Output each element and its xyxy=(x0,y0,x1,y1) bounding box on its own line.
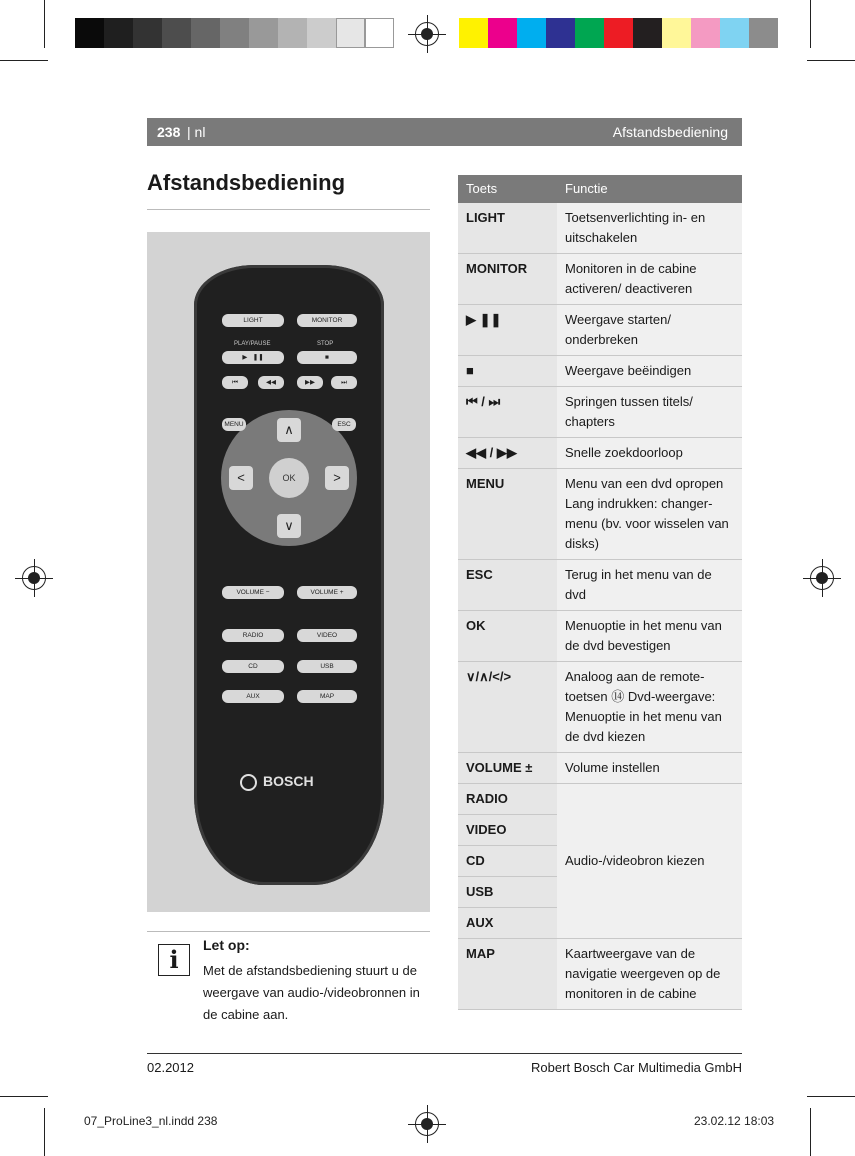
function-cell: Menu van een dvd opropen Lang indrukken: changer-menu (bv. voor wisselen van disks) xyxy=(557,469,742,560)
table-header-row xyxy=(458,175,742,203)
crop-mark xyxy=(44,1108,45,1156)
color-swatch xyxy=(633,18,662,48)
key-cell: ▶ ❚❚ xyxy=(458,305,557,356)
slug-filename: 07_ProLine3_nl.indd 238 xyxy=(84,1114,218,1128)
function-cell: Weergave beëindigen xyxy=(557,356,742,387)
key-cell: MONITOR xyxy=(458,254,557,305)
note-body: Met de afstandsbediening stuurt u de weergave van audio-/videobronnen in de cabine aan. xyxy=(203,963,420,1022)
color-swatch xyxy=(191,18,220,48)
key-cell: VOLUME ± xyxy=(458,753,557,784)
key-cell: OK xyxy=(458,611,557,662)
key-cell: CD xyxy=(458,846,557,877)
color-swatch xyxy=(278,18,307,48)
color-swatch xyxy=(162,18,191,48)
down-arrow-icon: ∨ xyxy=(277,514,301,538)
bosch-logo xyxy=(240,773,314,791)
table-row xyxy=(458,611,742,662)
function-cell: Analoog aan de remote-toetsen ⑭ Dvd-weergave: Menuoptie in het menu van de dvd kiezen xyxy=(557,662,742,753)
table-row xyxy=(458,254,742,305)
crop-mark xyxy=(807,1096,855,1097)
key-cell: ESC xyxy=(458,560,557,611)
cd-button: CD xyxy=(222,660,284,673)
table-row xyxy=(458,560,742,611)
table-row xyxy=(458,438,742,469)
right-arrow-icon: > xyxy=(325,466,349,490)
video-button: VIDEO xyxy=(297,629,357,642)
map-button: MAP xyxy=(297,690,357,703)
esc-button: ESC xyxy=(332,418,356,431)
left-arrow-icon: < xyxy=(229,466,253,490)
up-arrow-icon: ∧ xyxy=(277,418,301,442)
color-swatch xyxy=(691,18,720,48)
table-row xyxy=(458,662,742,753)
column-header-function: Functie xyxy=(557,175,742,203)
table-row xyxy=(458,784,742,815)
crop-mark xyxy=(0,1096,48,1097)
key-cell: MAP xyxy=(458,939,557,1010)
key-function-table xyxy=(458,175,742,1010)
color-swatch xyxy=(104,18,133,48)
color-swatch xyxy=(720,18,749,48)
volume-plus-button: VOLUME + xyxy=(297,586,357,599)
color-swatch xyxy=(336,18,365,48)
registration-mark-icon xyxy=(415,22,439,46)
crop-mark xyxy=(807,60,855,61)
monitor-button: MONITOR xyxy=(297,314,357,327)
column-header-key: Toets xyxy=(458,175,557,203)
table-row xyxy=(458,939,742,1010)
bosch-ring-icon xyxy=(240,774,257,791)
key-cell: ∨/∧/</> xyxy=(458,662,557,753)
remote-control xyxy=(194,265,384,885)
page-header xyxy=(147,118,742,146)
color-swatch xyxy=(75,18,104,48)
registration-mark-icon xyxy=(810,566,834,590)
note-title: Let op: xyxy=(203,937,250,953)
function-cell: Volume instellen xyxy=(557,753,742,784)
registration-mark-icon xyxy=(415,1112,439,1136)
menu-button: MENU xyxy=(222,418,246,431)
crop-mark xyxy=(810,1108,811,1156)
table-row xyxy=(458,305,742,356)
radio-button: RADIO xyxy=(222,629,284,642)
play-pause-label: PLAY/PAUSE xyxy=(234,341,271,347)
key-cell: RADIO xyxy=(458,784,557,815)
table-row xyxy=(458,469,742,560)
crop-mark xyxy=(0,60,48,61)
divider xyxy=(147,209,430,210)
color-swatch xyxy=(662,18,691,48)
section-title: Afstandsbediening xyxy=(612,124,728,140)
key-cell: USB xyxy=(458,877,557,908)
divider xyxy=(147,931,430,932)
page-title: Afstandsbediening xyxy=(147,170,346,195)
key-cell: LIGHT xyxy=(458,203,557,254)
stop-button: ■ xyxy=(297,351,357,364)
registration-mark-icon xyxy=(22,566,46,590)
footer-company: Robert Bosch Car Multimedia GmbH xyxy=(531,1060,742,1075)
table-row xyxy=(458,387,742,438)
language-code: | nl xyxy=(187,124,206,140)
stop-label: STOP xyxy=(317,341,334,347)
color-swatch xyxy=(517,18,546,48)
color-swatch xyxy=(575,18,604,48)
function-cell: Kaartweergave van de navigatie weergeven op de monitoren in de cabine xyxy=(557,939,742,1010)
function-cell: Snelle zoekdoorloop xyxy=(557,438,742,469)
skip-back-button: ⏮ xyxy=(222,376,248,389)
key-cell: ■ xyxy=(458,356,557,387)
skip-forward-button: ⏭ xyxy=(331,376,357,389)
ok-button: OK xyxy=(269,458,309,498)
function-cell: Monitoren in de cabine activeren/ deactiveren xyxy=(557,254,742,305)
color-swatch xyxy=(365,18,394,48)
color-swatch xyxy=(459,18,488,48)
play-pause-button: ▶ ❚❚ xyxy=(222,351,284,364)
rewind-button: ◀◀ xyxy=(258,376,284,389)
usb-button: USB xyxy=(297,660,357,673)
color-swatch xyxy=(133,18,162,48)
crop-mark xyxy=(810,0,811,48)
table-row xyxy=(458,753,742,784)
function-cell: Toetsenverlichting in- en uitschakelen xyxy=(557,203,742,254)
slug-timestamp: 23.02.12 18:03 xyxy=(694,1114,775,1128)
info-icon: i xyxy=(158,944,190,976)
function-cell: Weergave starten/ onderbreken xyxy=(557,305,742,356)
color-swatch xyxy=(220,18,249,48)
light-button: LIGHT xyxy=(222,314,284,327)
color-swatch xyxy=(546,18,575,48)
crop-mark xyxy=(44,0,45,48)
key-cell: ◀◀ / ▶▶ xyxy=(458,438,557,469)
brand-name: BOSCH xyxy=(263,773,314,789)
footer-divider xyxy=(147,1053,742,1054)
color-swatch xyxy=(488,18,517,48)
function-cell: Menuoptie in het menu van de dvd bevestigen xyxy=(557,611,742,662)
key-cell: AUX xyxy=(458,908,557,939)
key-cell: VIDEO xyxy=(458,815,557,846)
function-cell: Audio-/videobron kiezen xyxy=(557,784,742,939)
footer-date: 02.2012 xyxy=(147,1060,194,1075)
volume-minus-button: VOLUME − xyxy=(222,586,284,599)
table-row xyxy=(458,203,742,254)
fast-forward-button: ▶▶ xyxy=(297,376,323,389)
remote-control-image xyxy=(147,232,430,912)
page-number: 238 xyxy=(157,124,181,140)
function-cell: Terug in het menu van de dvd xyxy=(557,560,742,611)
key-cell: ⏮ / ⏭ xyxy=(458,387,557,438)
color-swatch xyxy=(249,18,278,48)
color-swatch xyxy=(307,18,336,48)
key-cell: MENU xyxy=(458,469,557,560)
aux-button: AUX xyxy=(222,690,284,703)
color-swatch xyxy=(604,18,633,48)
color-swatch xyxy=(749,18,778,48)
table-row xyxy=(458,356,742,387)
function-cell: Springen tussen titels/ chapters xyxy=(557,387,742,438)
